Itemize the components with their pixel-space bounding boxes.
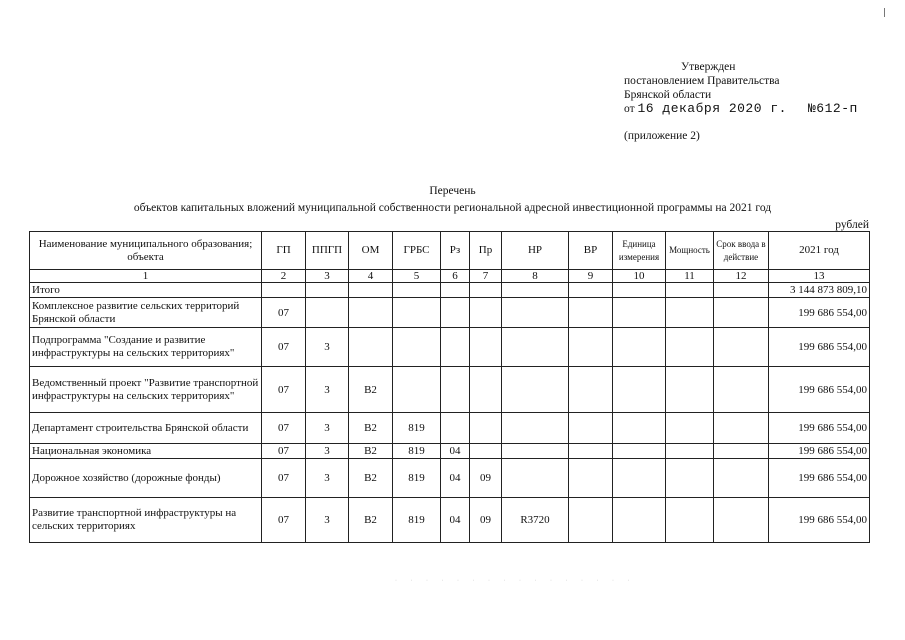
code-cell bbox=[441, 298, 470, 328]
code-cell bbox=[349, 283, 393, 298]
object-name-cell: Развитие транспортной инфраструктуры на сельских территориях bbox=[30, 498, 262, 543]
code-cell: 819 bbox=[393, 498, 441, 543]
code-cell bbox=[349, 328, 393, 367]
object-name-cell: Итого bbox=[30, 283, 262, 298]
approval-date: 16 декабря 2020 г. bbox=[637, 101, 787, 116]
code-cell bbox=[502, 298, 569, 328]
approval-line-1: Утвержден bbox=[681, 61, 736, 73]
code-cell: 3 bbox=[306, 328, 349, 367]
code-cell bbox=[714, 283, 769, 298]
code-cell bbox=[441, 328, 470, 367]
table-row bbox=[30, 328, 870, 367]
code-cell bbox=[569, 328, 613, 367]
code-cell: 09 bbox=[470, 459, 502, 498]
header-ppgp: ППГП bbox=[306, 232, 349, 270]
code-cell bbox=[502, 459, 569, 498]
appendix-label: (приложение 2) bbox=[624, 130, 700, 142]
code-cell bbox=[502, 413, 569, 444]
object-name-cell: Ведомственный проект "Развитие транспортной инфраструктуры на сельских территориях" bbox=[30, 367, 262, 413]
investment-table bbox=[29, 231, 870, 543]
table-row bbox=[30, 283, 870, 298]
header-row bbox=[30, 232, 870, 270]
code-cell bbox=[714, 367, 769, 413]
code-cell bbox=[666, 367, 714, 413]
table-row bbox=[30, 444, 870, 459]
approval-date-line bbox=[624, 102, 787, 116]
code-cell bbox=[714, 298, 769, 328]
code-cell: R3720 bbox=[502, 498, 569, 543]
code-cell bbox=[666, 459, 714, 498]
code-cell bbox=[569, 459, 613, 498]
code-cell bbox=[393, 328, 441, 367]
column-number-row bbox=[30, 270, 870, 283]
column-number: 12 bbox=[714, 270, 769, 283]
code-cell: В2 bbox=[349, 459, 393, 498]
code-cell bbox=[569, 367, 613, 413]
code-cell: 07 bbox=[262, 298, 306, 328]
table-row bbox=[30, 413, 870, 444]
scan-noise: · · · · · · · · · · · · · · · · bbox=[395, 578, 636, 584]
code-cell: 3 bbox=[306, 498, 349, 543]
code-cell bbox=[393, 298, 441, 328]
column-number: 13 bbox=[769, 270, 870, 283]
code-cell bbox=[714, 459, 769, 498]
code-cell bbox=[714, 444, 769, 459]
currency-unit: рублей bbox=[835, 219, 869, 231]
code-cell bbox=[502, 367, 569, 413]
approval-line-2: постановлением Правительства bbox=[624, 75, 780, 87]
header-nr: НР bbox=[502, 232, 569, 270]
code-cell bbox=[613, 444, 666, 459]
column-number: 8 bbox=[502, 270, 569, 283]
code-cell bbox=[666, 498, 714, 543]
code-cell bbox=[306, 298, 349, 328]
code-cell: 3 bbox=[306, 413, 349, 444]
code-cell bbox=[666, 328, 714, 367]
header-vr: ВР bbox=[569, 232, 613, 270]
code-cell bbox=[441, 283, 470, 298]
code-cell bbox=[470, 413, 502, 444]
scan-edge-mark bbox=[884, 8, 885, 17]
code-cell bbox=[613, 413, 666, 444]
table-row bbox=[30, 459, 870, 498]
code-cell bbox=[393, 367, 441, 413]
code-cell bbox=[502, 328, 569, 367]
code-cell: 07 bbox=[262, 444, 306, 459]
header-grbs: ГРБС bbox=[393, 232, 441, 270]
code-cell bbox=[306, 283, 349, 298]
amount-2021-cell: 199 686 554,00 bbox=[769, 298, 870, 328]
code-cell bbox=[502, 283, 569, 298]
object-name-cell: Департамент строительства Брянской области bbox=[30, 413, 262, 444]
code-cell bbox=[441, 413, 470, 444]
code-cell: 07 bbox=[262, 367, 306, 413]
table-row bbox=[30, 498, 870, 543]
code-cell bbox=[666, 444, 714, 459]
code-cell bbox=[569, 298, 613, 328]
code-cell bbox=[666, 413, 714, 444]
header-pr: Пр bbox=[470, 232, 502, 270]
column-number: 11 bbox=[666, 270, 714, 283]
column-number: 6 bbox=[441, 270, 470, 283]
header-unit: Единица измерения bbox=[613, 232, 666, 270]
code-cell: 3 bbox=[306, 367, 349, 413]
column-number: 9 bbox=[569, 270, 613, 283]
document-subtitle: объектов капитальных вложений муниципальной собственности региональной адресной инвестиционной программы на 2021 год bbox=[133, 202, 772, 214]
code-cell: 09 bbox=[470, 498, 502, 543]
code-cell: 07 bbox=[262, 413, 306, 444]
column-number: 5 bbox=[393, 270, 441, 283]
code-cell bbox=[613, 283, 666, 298]
code-cell bbox=[714, 328, 769, 367]
amount-2021-cell: 199 686 554,00 bbox=[769, 328, 870, 367]
code-cell bbox=[470, 298, 502, 328]
object-name-cell: Подпрограмма "Создание и развитие инфраструктуры на сельских территориях" bbox=[30, 328, 262, 367]
code-cell bbox=[502, 444, 569, 459]
code-cell bbox=[714, 498, 769, 543]
date-prefix: от bbox=[624, 103, 635, 115]
object-name-cell: Национальная экономика bbox=[30, 444, 262, 459]
column-number: 7 bbox=[470, 270, 502, 283]
amount-2021-cell: 199 686 554,00 bbox=[769, 444, 870, 459]
table-row bbox=[30, 298, 870, 328]
code-cell bbox=[470, 444, 502, 459]
header-om: ОМ bbox=[349, 232, 393, 270]
column-number: 3 bbox=[306, 270, 349, 283]
code-cell: 07 bbox=[262, 459, 306, 498]
code-cell: 04 bbox=[441, 444, 470, 459]
code-cell: 819 bbox=[393, 444, 441, 459]
object-name-cell: Комплексное развитие сельских территорий Брянской области bbox=[30, 298, 262, 328]
code-cell: 07 bbox=[262, 498, 306, 543]
header-name: Наименование муниципального образования; объекта bbox=[30, 232, 262, 270]
code-cell bbox=[613, 459, 666, 498]
table-row bbox=[30, 367, 870, 413]
code-cell bbox=[349, 298, 393, 328]
code-cell: 819 bbox=[393, 413, 441, 444]
code-cell bbox=[613, 367, 666, 413]
code-cell bbox=[569, 283, 613, 298]
code-cell: 819 bbox=[393, 459, 441, 498]
code-cell: 3 bbox=[306, 459, 349, 498]
column-number: 1 bbox=[30, 270, 262, 283]
code-cell bbox=[393, 283, 441, 298]
amount-2021-cell: 199 686 554,00 bbox=[769, 498, 870, 543]
amount-2021-cell: 3 144 873 809,10 bbox=[769, 283, 870, 298]
code-cell: В2 bbox=[349, 413, 393, 444]
header-year-2021: 2021 год bbox=[769, 232, 870, 270]
object-name-cell: Дорожное хозяйство (дорожные фонды) bbox=[30, 459, 262, 498]
amount-2021-cell: 199 686 554,00 bbox=[769, 413, 870, 444]
code-cell: В2 bbox=[349, 444, 393, 459]
code-cell: 3 bbox=[306, 444, 349, 459]
amount-2021-cell: 199 686 554,00 bbox=[769, 459, 870, 498]
code-cell: В2 bbox=[349, 367, 393, 413]
document-title: Перечень bbox=[429, 185, 476, 197]
code-cell: В2 bbox=[349, 498, 393, 543]
code-cell bbox=[569, 413, 613, 444]
code-cell: 07 bbox=[262, 328, 306, 367]
code-cell bbox=[262, 283, 306, 298]
code-cell: 04 bbox=[441, 459, 470, 498]
code-cell bbox=[666, 298, 714, 328]
approval-block bbox=[624, 60, 787, 116]
column-number: 2 bbox=[262, 270, 306, 283]
code-cell bbox=[666, 283, 714, 298]
code-cell: 04 bbox=[441, 498, 470, 543]
approval-line-3: Брянской области bbox=[624, 89, 712, 101]
decree-number: №612-п bbox=[808, 101, 858, 116]
code-cell bbox=[613, 498, 666, 543]
code-cell bbox=[470, 283, 502, 298]
header-capacity: Мощность bbox=[666, 232, 714, 270]
code-cell bbox=[569, 444, 613, 459]
code-cell bbox=[569, 498, 613, 543]
column-number: 4 bbox=[349, 270, 393, 283]
code-cell bbox=[714, 413, 769, 444]
header-commissioning: Срок ввода в действие bbox=[714, 232, 769, 270]
header-gp: ГП bbox=[262, 232, 306, 270]
code-cell bbox=[613, 298, 666, 328]
code-cell bbox=[470, 328, 502, 367]
amount-2021-cell: 199 686 554,00 bbox=[769, 367, 870, 413]
header-rz: Рз bbox=[441, 232, 470, 270]
code-cell bbox=[441, 367, 470, 413]
code-cell bbox=[470, 367, 502, 413]
column-number: 10 bbox=[613, 270, 666, 283]
code-cell bbox=[613, 328, 666, 367]
